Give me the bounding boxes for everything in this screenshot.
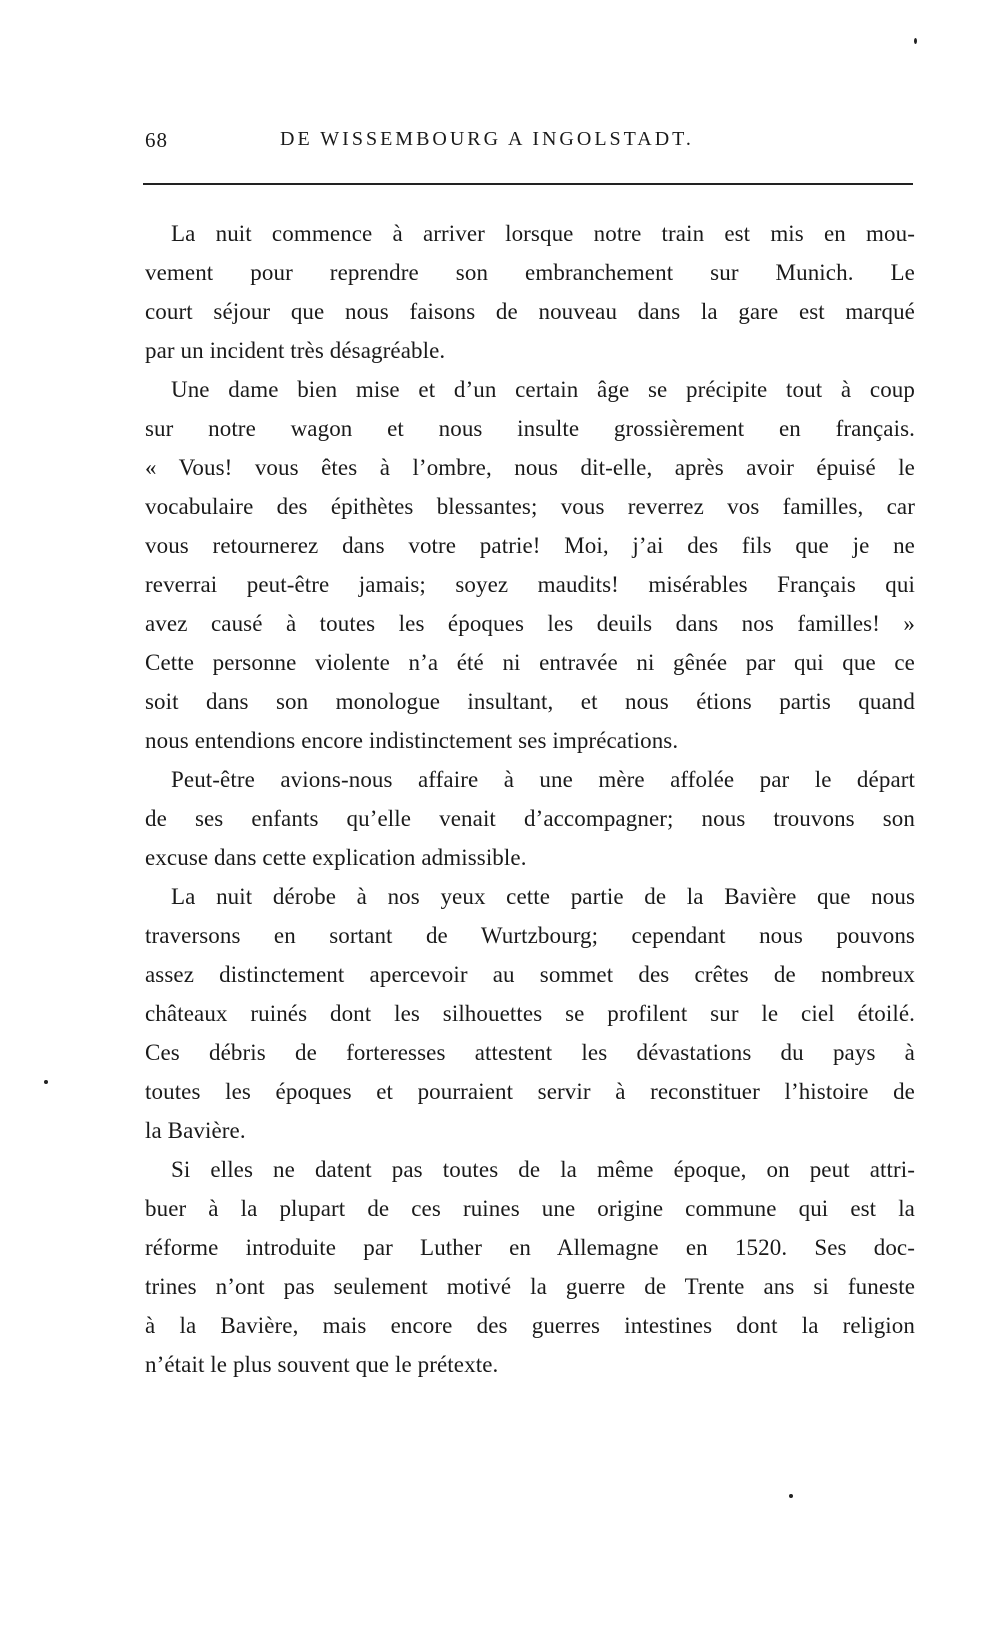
text-line: La nuit dérobe à nos yeux cette partie de la Bavière que nous xyxy=(171,884,915,909)
running-head xyxy=(145,128,915,162)
text-line: de ses enfants qu’elle venait d’accompagner; nous trouvons son xyxy=(145,806,915,831)
paragraph-3 xyxy=(145,760,915,877)
body-text xyxy=(145,214,915,1384)
scan-speck xyxy=(914,38,917,44)
text-line: par un incident très désagréable. xyxy=(145,338,446,363)
text-line: vement pour reprendre son embranchement sur Munich. Le xyxy=(145,260,915,285)
text-line: La nuit commence à arriver lorsque notre train est mis en mou- xyxy=(171,221,915,246)
text-line: trines n’ont pas seulement motivé la guerre de Trente ans si funeste xyxy=(145,1274,915,1299)
text-line: excuse dans cette explication admissible. xyxy=(145,845,527,870)
text-line: soit dans son monologue insultant, et nous étions partis quand xyxy=(145,689,915,714)
scan-speck xyxy=(44,1080,48,1084)
paragraph-2 xyxy=(145,370,915,760)
text-line: sur notre wagon et nous insulte grossièrement en français. xyxy=(145,416,915,441)
text-line: Si elles ne datent pas toutes de la même époque, on peut attri- xyxy=(171,1157,915,1182)
text-line: réforme introduite par Luther en Allemagne en 1520. Ses doc- xyxy=(145,1235,915,1260)
text-line: Ces débris de forteresses attestent les dévastations du pays à xyxy=(145,1040,915,1065)
page-number: 68 xyxy=(145,128,168,152)
text-line: la Bavière. xyxy=(145,1118,246,1143)
text-line: vous retournerez dans votre patrie! Moi, j’ai des fils que je ne xyxy=(145,533,915,558)
text-line: buer à la plupart de ces ruines une origine commune qui est la xyxy=(145,1196,915,1221)
text-line: « Vous! vous êtes à l’ombre, nous dit-elle, après avoir épuisé le xyxy=(145,455,915,480)
text-line: à la Bavière, mais encore des guerres intestines dont la religion xyxy=(145,1313,915,1338)
text-line: Une dame bien mise et d’un certain âge se précipite tout à coup xyxy=(171,377,915,402)
scan-speck xyxy=(789,1494,793,1498)
text-line: avez causé à toutes les époques les deuils dans nos familles! » xyxy=(145,611,915,636)
text-line: Peut-être avions-nous affaire à une mère affolée par le départ xyxy=(171,767,915,792)
text-line: toutes les époques et pourraient servir à reconstituer l’histoire de xyxy=(145,1079,915,1104)
running-title: DE WISSEMBOURG A INGOLSTADT. xyxy=(280,128,694,150)
text-line: reverrai peut-être jamais; soyez maudits! misérables Français qui xyxy=(145,572,915,597)
text-line: châteaux ruinés dont les silhouettes se profilent sur le ciel étoilé. xyxy=(145,1001,915,1026)
paragraph-1 xyxy=(145,214,915,370)
text-line: n’était le plus souvent que le prétexte. xyxy=(145,1352,499,1377)
header-rule xyxy=(143,183,913,185)
text-line: vocabulaire des épithètes blessantes; vous reverrez vos familles, car xyxy=(145,494,915,519)
text-line: Cette personne violente n’a été ni entravée ni gênée par qui que ce xyxy=(145,650,915,675)
text-line: assez distinctement apercevoir au sommet des crêtes de nombreux xyxy=(145,962,915,987)
text-line: court séjour que nous faisons de nouveau dans la gare est marqué xyxy=(145,299,915,324)
paragraph-4 xyxy=(145,877,915,1150)
text-line: nous entendions encore indistinctement ses imprécations. xyxy=(145,728,679,753)
text-line: traversons en sortant de Wurtzbourg; cependant nous pouvons xyxy=(145,923,915,948)
paragraph-5 xyxy=(145,1150,915,1384)
